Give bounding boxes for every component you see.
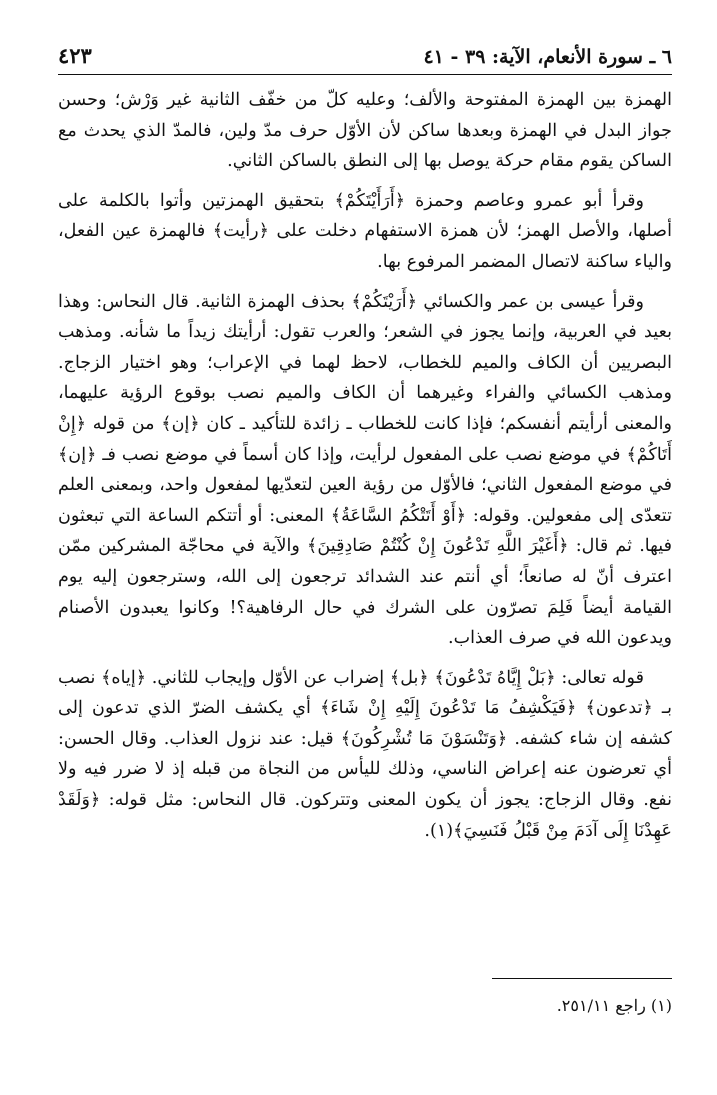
footnote: (١) راجع ٢٥١/١١. [556, 996, 672, 1015]
paragraph: وقرأ أبو عمرو وعاصم وحمزة ﴿أَرَأَيْتَكُمْ﴾ بتحقيق الهمزتين وأتوا بالكلمة على أصلها، والأصل الهمز؛ لأن همزة الاستفهام دخلت على ﴿رأيت﴾ فالهمزة عين الفعل، والياء ساكنة لاتصال المضمر المرفوع بها. [58, 190, 672, 272]
page-header [58, 34, 672, 68]
paragraph: وقرأ عيسى بن عمر والكسائي ﴿أَرَيْتَكُمْ﴾ بحذف الهمزة الثانية. قال النحاس: وهذا بعيد في العربية، وإنما يجوز في الشعر؛ والعرب تقول: أرأيتك زيداً ما شأنه. ومذهب البصريين أن الكاف والميم للخطاب، لاحظ لهما في الإعراب؛ وهو اختيار الزجاج. ومذهب الكسائي والفراء وغيرهما أن الكاف والميم نصب بوقوع الرؤية عليهما، والمعنى أرأيتم أنفسكم؛ فإذا كانت للخطاب ـ زائدة للتأكيد ـ كان ﴿إن﴾ من قوله ﴿إِنْ أَتَاكُمْ﴾ في موضع نصب على المفعول لرأيت، وإذا كان أسماً في موضع نصب فـ ﴿إن﴾ في موضع المفعول الثاني؛ فالأوّل من رؤية العين لتعدّيها لمفعول واحد، وبمعنى العلم تتعدّى إلى مفعولين. وقوله: ﴿أَوْ أَتَتْكُمُ السَّاعَةُ﴾ المعنى: أو أتتكم الساعة التي تبعثون فيها. ثم قال: ﴿أَغَيْرَ اللَّهِ تَدْعُونَ إِنْ كُنْتُمْ صَادِقِينَ﴾ والآية في محاجّة المشركين ممّن اعترف أنّ له صانعاً؛ أي أنتم عند الشدائد ترجعون إلى الله، وسترجعون إليه يوم القيامة أيضاً فَلِمَ تصرّون على الشرك في حال الرفاهية؟! وكانوا يعبدون الأصنام ويدعون الله في صرف العذاب. [58, 291, 672, 649]
paragraph: الهمزة بين الهمزة المفتوحة والألف؛ وعليه كلّ من خفّف الثانية غير وَرْش؛ وحسن جواز البدل في الهمزة وبعدها ساكن لأن الأوّل حرف مدّ ولين، فالمدّ الذي يحدث مع الساكن يقوم مقام حركة يوصل بها إلى النطق بالساكن الثاني. [58, 90, 672, 172]
page-number: ٤٢٣ [58, 43, 92, 68]
running-title: ٦ ـ سورة الأنعام، الآية: ٣٩ - ٤١ [423, 46, 672, 68]
paragraph: قوله تعالى: ﴿بَلْ إِيَّاهُ تَدْعُونَ﴾ ﴿بل﴾ إضراب عن الأوّل وإيجاب للثاني. ﴿إياه﴾ نصب بـ ﴿تدعون﴾ ﴿فَيَكْشِفُ مَا تَدْعُونَ إِلَيْهِ إِنْ شَاءَ﴾ أي يكشف الضرّ الذي تدعون إلى كشفه إن شاء كشفه. ﴿وَتَنْسَوْنَ مَا تُشْرِكُونَ﴾ قيل: عند نزول العذاب. وقال الحسن: أي تعرضون عنه إعراض الناسي، وذلك لليأس من النجاة من قبله إذ لا ضرر فيه ولا نفع. وقال الزجاج: يجوز أن يكون المعنى وتتركون. قال النحاس: مثل قوله: ﴿وَلَقَدْ عَهِدْنَا إِلَى آدَمَ مِنْ قَبْلُ فَنَسِيَ﴾(١). [58, 667, 672, 841]
body-text [58, 85, 672, 846]
book-page [58, 34, 672, 1064]
header-rule [58, 74, 672, 75]
footnote-rule [492, 978, 672, 979]
